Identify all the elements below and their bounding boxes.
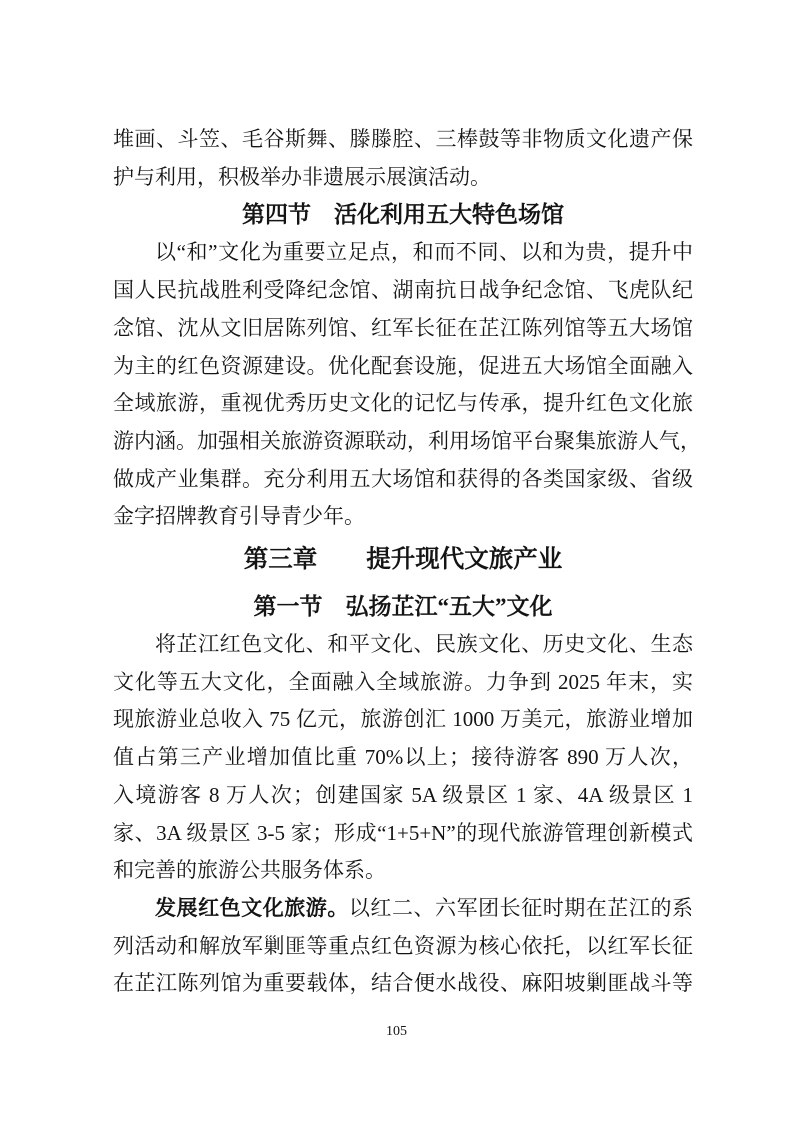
text-line: 游内涵。加强相关旅游资源联动，利用场馆平台聚集旅游人气，: [113, 428, 701, 453]
chapter-heading: 第三章 提升现代文旅产业: [243, 546, 563, 574]
text-line: 现旅游业总收入 75 亿元，旅游创汇 1000 万美元，旅游业增加: [113, 707, 693, 732]
text-line: 全域旅游，重视优秀历史文化的记忆与传承，提升红色文化旅: [113, 391, 693, 416]
text-line: 将芷江红色文化、和平文化、民族文化、历史文化、生态: [155, 632, 693, 657]
text-line: 护与利用，积极举办非遗展示展演活动。: [113, 164, 491, 189]
text-line: 文化等五大文化，全面融入全域旅游。力争到 2025 年末，实: [113, 669, 693, 694]
text-line: 以“和”文化为重要立足点，和而不同、以和为贵，提升中: [155, 240, 693, 265]
paragraph: [113, 890, 693, 1003]
text-line: 家、3A 级景区 3-5 家；形成“1+5+N”的现代旅游管理创新模式: [113, 820, 693, 845]
page-content: [113, 121, 701, 1003]
text-line: 值占第三产业增加值比重 70%以上；接待游客 890 万人次，: [113, 745, 693, 770]
section-heading: 第一节 弘扬芷江“五大”文化: [253, 594, 553, 620]
text-line: 在芷江陈列馆为重要载体，结合便水战役、麻阳坡剿匪战斗等: [113, 971, 693, 996]
paragraph: [113, 626, 693, 890]
text-line: 发展红色文化旅游。以红二、六军团长征时期在芷江的系: [155, 895, 693, 920]
text-line: 为主的红色资源建设。优化配套设施，促进五大场馆全面融入: [113, 353, 693, 378]
text-line: 列活动和解放军剿匪等重点红色资源为核心依托，以红军长征: [113, 933, 693, 958]
text-line: 念馆、沈从文旧居陈列馆、红军长征在芷江陈列馆等五大场馆: [113, 315, 693, 340]
text-line: 金字招牌教育引导青少年。: [113, 504, 365, 529]
text-line: 做成产业集群。充分利用五大场馆和获得的各类国家级、省级: [113, 466, 693, 491]
bold-lead-text: 发展红色文化旅游。: [155, 895, 349, 920]
page-number: 105: [386, 1024, 407, 1039]
text-line: 入境游客 8 万人次；创建国家 5A 级景区 1 家、4A 级景区 1: [113, 782, 693, 807]
section-heading: 第四节 活化利用五大特色场馆: [242, 202, 564, 228]
paragraph: [113, 121, 693, 196]
text-line: 国人民抗战胜利受降纪念馆、湖南抗日战争纪念馆、飞虎队纪: [113, 278, 693, 303]
text-line: 堆画、斗笠、毛谷斯舞、滕滕腔、三棒鼓等非物质文化遗产保: [113, 127, 693, 151]
paragraph: [113, 234, 701, 536]
text-line: 和完善的旅游公共服务体系。: [113, 858, 386, 883]
